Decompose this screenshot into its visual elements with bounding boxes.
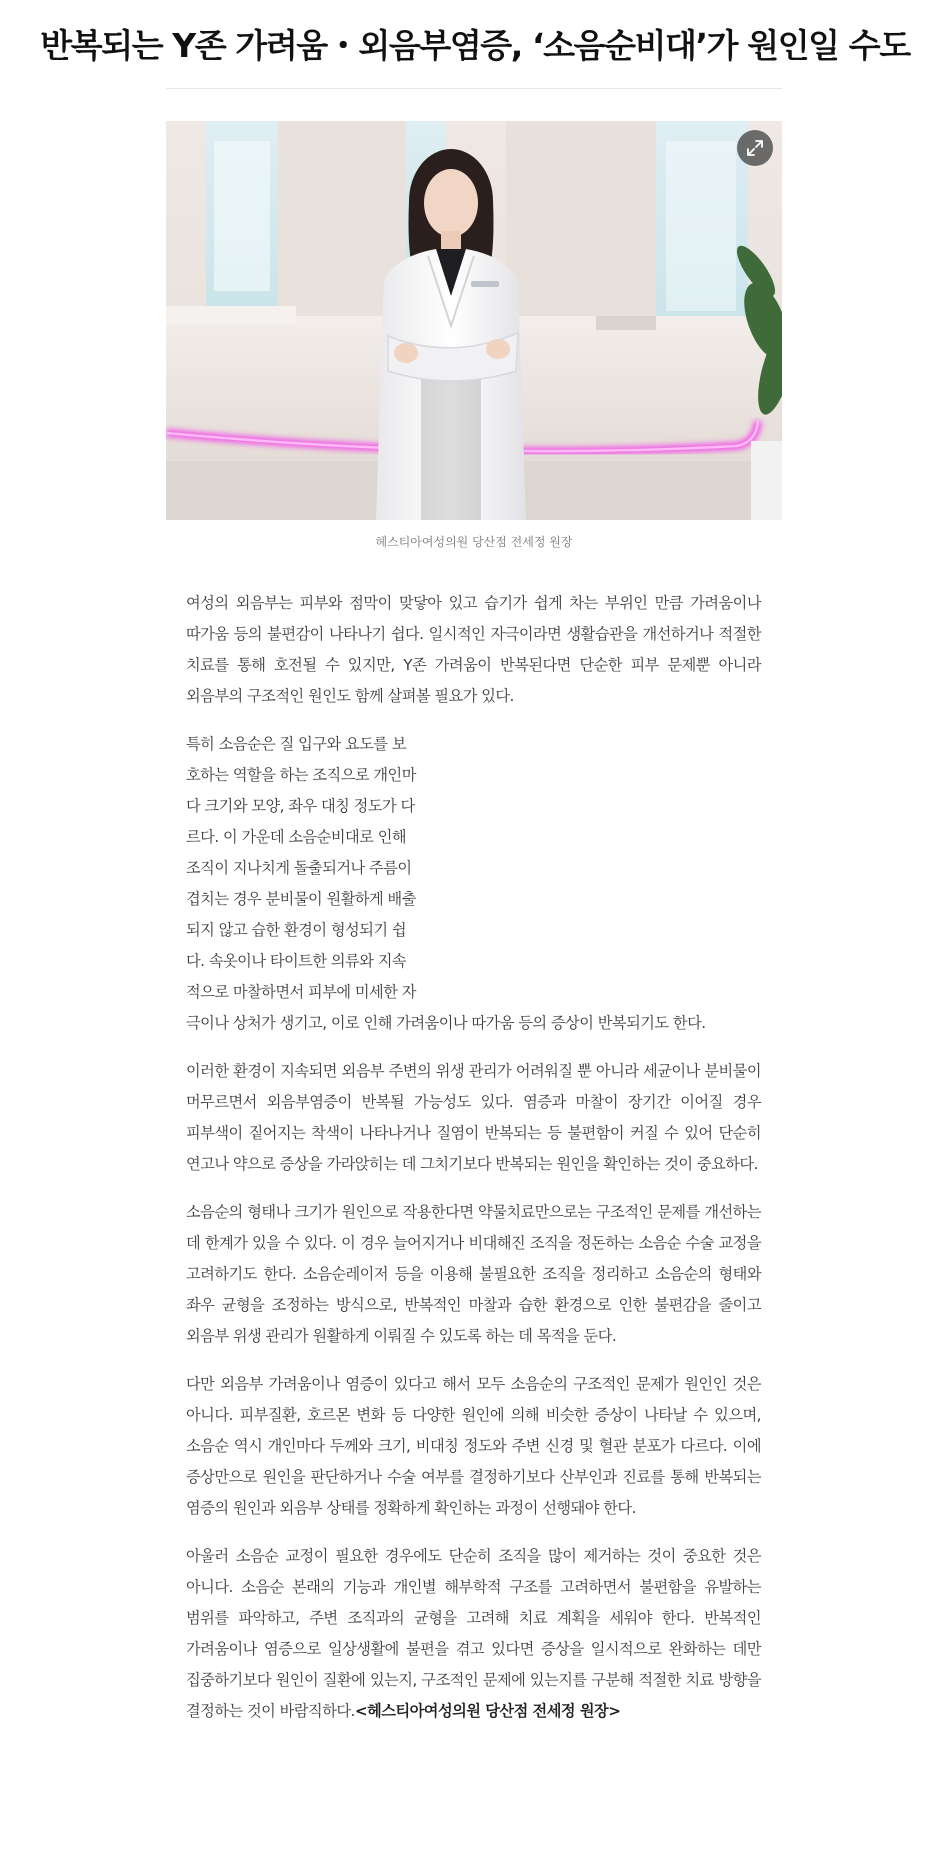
paragraph-2 <box>186 729 761 1039</box>
paragraph-2-line: 겹치는 경우 분비물이 원활하게 배출 <box>186 890 416 908</box>
article-body <box>186 588 761 1744</box>
paragraph-5: 다만 외음부 가려움이나 염증이 있다고 해서 모두 소음순의 구조적인 문제가 원인인 것은 아니다. 피부질환, 호르몬 변화 등 다양한 원인에 의해 비슷한 증상이 나타날 수 있으며, 소음순 역시 개인마다 두께와 크기, 비대칭 정도와 주변 신경 및 혈관 분포가 다르다. 이에 증상만으로 원인을 판단하거나 수술 여부를 결정하기보다 산부인과 진료를 통해 반복되는 염증의 원인과 외음부 상태를 정확하게 확인하는 과정이 선행돼야 한다. <box>186 1375 761 1517</box>
paragraph-2-line: 르다. 이 가운데 소음순비대로 인해 <box>186 828 407 846</box>
paragraph-2-line: 적으로 마찰하면서 피부에 미세한 자 <box>186 983 416 1001</box>
paragraph-1: 여성의 외음부는 피부와 점막이 맞닿아 있고 습기가 쉽게 차는 부위인 만큼 가려움이나 따가움 등의 불편감이 나타나기 쉽다. 일시적인 자극이라면 생활습관을 개선하거나 적절한 치료를 통해 호전될 수 있지만, Y존 가려움이 반복된다면 단순한 피부 문제뿐 아니라 외음부의 구조적인 원인도 함께 살펴볼 필요가 있다. <box>186 594 761 705</box>
article-byline: <헤스티아여성의원 당산점 전세정 원장> <box>354 1702 621 1720</box>
paragraph-6 <box>186 1541 761 1727</box>
paragraph-2-line: 다 크기와 모양, 좌우 대칭 정도가 다 <box>186 797 415 815</box>
paragraph-6-text: 아울러 소음순 교정이 필요한 경우에도 단순히 조직을 많이 제거하는 것이 중요한 것은 아니다. 소음순 본래의 기능과 개인별 해부학적 구조를 고려하면서 불편함을 유발하는 범위를 파악하고, 주변 조직과의 균형을 고려해 치료 계획을 세워야 한다. 반복적인 가려움이나 염증으로 일상생활에 불편을 겪고 있다면 증상을 일시적으로 완화하는 데만 집중하기보다 원인이 질환에 있는지, 구조적인 문제에 있는지를 구분해 적절한 치료 방향을 결정하는 것이 바람직하다. <box>186 1547 761 1720</box>
headline-divider <box>166 88 782 89</box>
expand-icon <box>746 139 764 157</box>
doctor-photo-illustration <box>166 121 782 520</box>
paragraph-2-line: 되지 않고 습한 환경이 형성되기 쉽 <box>186 921 407 939</box>
paragraph-2-line: 다. 속옷이나 타이트한 의류와 지속 <box>186 952 407 970</box>
paragraph-2-line: 조직이 지나치게 돌출되거나 주름이 <box>186 859 412 877</box>
article-headline: 반복되는 Y존 가려움・외음부염증, ‘소음순비대’가 원인일 수도 <box>40 26 910 65</box>
paragraph-2-line: 극이나 상처가 생기고, 이로 인해 가려움이나 따가움 등의 증상이 반복되기도 한다. <box>186 1014 706 1032</box>
paragraph-2-line: 호하는 역할을 하는 조직으로 개인마 <box>186 766 416 784</box>
paragraph-3: 이러한 환경이 지속되면 외음부 주변의 위생 관리가 어려워질 뿐 아니라 세균이나 분비물이 머무르면서 외음부염증이 반복될 가능성도 있다. 염증과 마찰이 장기간 이어질 경우 피부색이 짙어지는 착색이 나타나거나 질염이 반복되는 등 불편함이 커질 수 있어 단순히 연고나 약으로 증상을 가라앉히는 데 그치기보다 반복되는 원인을 확인하는 것이 중요하다. <box>186 1062 761 1173</box>
paragraph-2-line: 특히 소음순은 질 입구와 요도를 보 <box>186 735 407 753</box>
article-photo[interactable] <box>166 121 782 520</box>
expand-photo-button[interactable] <box>737 130 773 166</box>
photo-caption: 헤스티아여성의원 당산점 전세정 원장 <box>375 535 573 549</box>
paragraph-4: 소음순의 형태나 크기가 원인으로 작용한다면 약물치료만으로는 구조적인 문제를 개선하는 데 한계가 있을 수 있다. 이 경우 늘어지거나 비대해진 조직을 정돈하는 소음순 수술 교정을 고려하기도 한다. 소음순레이저 등을 이용해 불필요한 조직을 정리하고 소음순의 형태와 좌우 균형을 조정하는 방식으로, 반복적인 마찰과 습한 환경으로 인한 불편감을 줄이고 외음부 위생 관리가 원활하게 이뤄질 수 있도록 하는 데 목적을 둔다. <box>186 1203 761 1345</box>
